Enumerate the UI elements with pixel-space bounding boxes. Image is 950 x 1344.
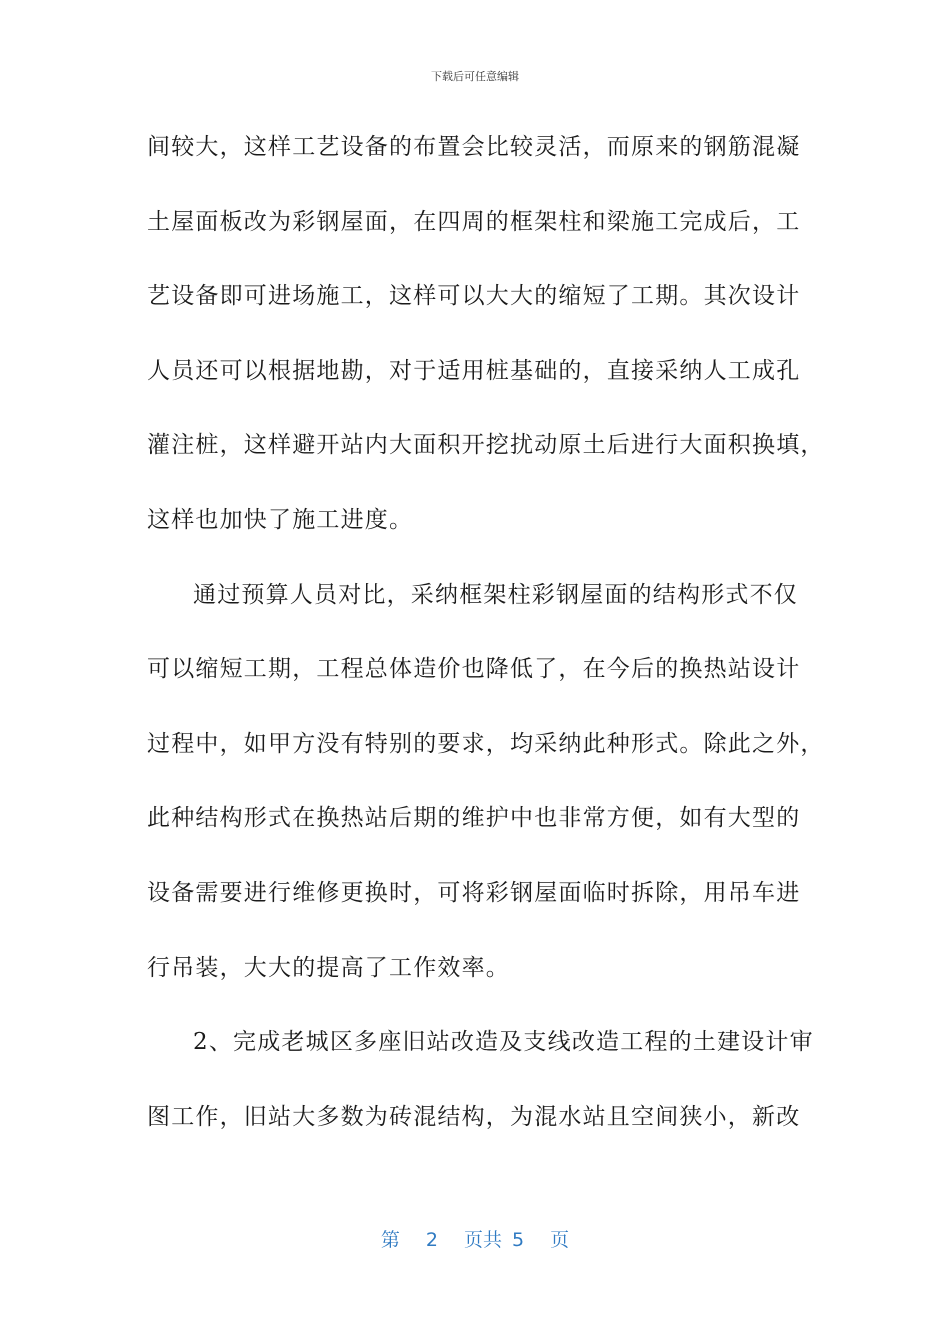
page-total: 5 [512,1229,525,1251]
text-line: 这样也加快了施工进度。 [147,506,414,533]
text-line: 人员还可以根据地勘，对于适用桩基础的，直接采纳人工成孔 [147,357,801,384]
document-body [147,118,825,1162]
text-line: 灌注桩，这样避开站内大面积开挖扰动原土后进行大面积换填， [147,432,825,459]
text-line: 设备需要进行维修更换时，可将彩钢屋面临时拆除，用吊车进 [147,879,801,906]
text-line: 过程中，如甲方没有特别的要求，均采纳此种形式。除此之外， [147,730,825,757]
text-line: 艺设备即可进场施工，这样可以大大的缩短了工期。其次设计 [147,283,801,310]
text-line: 土屋面板改为彩钢屋面，在四周的框架柱和梁施工完成后，工 [147,208,801,235]
page-prefix: 第 [380,1229,400,1251]
page-middle: 页共 [463,1229,502,1251]
paragraph-first-line: 2、完成老城区多座旧站改造及支线改造工程的土建设计审 [193,1029,814,1056]
page-number: 2 [425,1229,438,1251]
text-line: 此种结构形式在换热站后期的维护中也非常方便，如有大型的 [147,805,801,832]
page-footer [0,1225,950,1252]
text-line: 图工作，旧站大多数为砖混结构，为混水站且空间狭小，新改 [147,1103,801,1130]
paragraph-first-line: 通过预算人员对比，采纳框架柱彩钢屋面的结构形式不仅 [193,581,798,608]
text-line: 可以缩短工期，工程总体造价也降低了，在今后的换热站设计 [147,656,801,683]
text-line: 间较大，这样工艺设备的布置会比较灵活，而原来的钢筋混凝 [147,134,801,160]
page-suffix: 页 [550,1229,570,1251]
text-line: 行吊装，大大的提高了工作效率。 [147,954,510,981]
header-note: 下载后可任意编辑 [431,70,519,83]
